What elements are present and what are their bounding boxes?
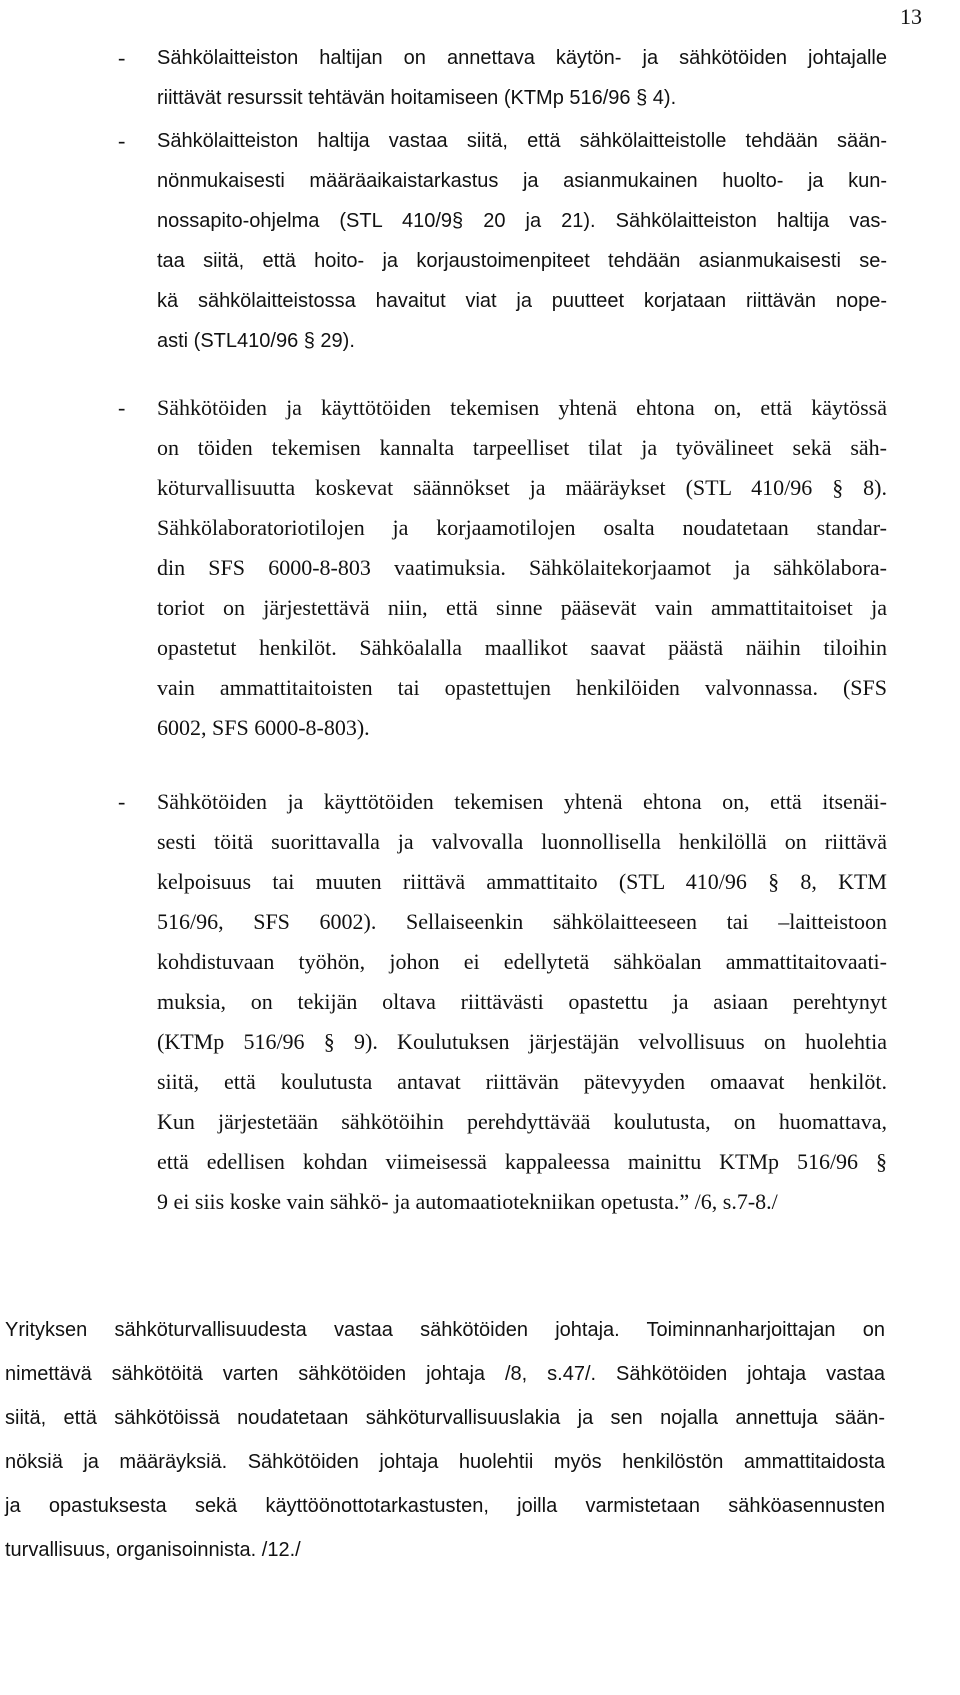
text-line: 9 ei siis koske vain sähkö- ja automaatiotekniikan opetusta.” /6, s.7-8./ <box>157 1189 778 1214</box>
text-line: turvallisuus, organisoinnista. /12./ <box>5 1539 301 1561</box>
list-marker: - <box>118 395 126 420</box>
text-line: Sähkölaboratoriotilojen ja korjaamotilojen osalta noudatetaan standar- <box>157 515 887 540</box>
list-marker: - <box>118 45 126 70</box>
page-number: 13 <box>900 4 922 29</box>
text-line: Yrityksen sähköturvallisuudesta vastaa sähkötöiden johtaja. Toiminnanharjoittajan on <box>5 1319 885 1341</box>
list-marker: - <box>118 128 126 153</box>
text-line: nönmukaisesti määräaikaistarkastus ja asianmukainen huolto- ja kun- <box>157 170 887 192</box>
text-line: että edellisen kohdan viimeisessä kappaleessa mainittu KTMp 516/96 § <box>157 1149 887 1174</box>
text-line: Kun järjestetään sähkötöihin perehdyttävää koulutusta, on huomattava, <box>157 1109 887 1134</box>
text-line: riittävät resurssit tehtävän hoitamiseen (KTMp 516/96 § 4). <box>157 87 677 109</box>
text-line: muksia, on tekijän oltava riittävästi opastettu ja asiaan perehtynyt <box>157 989 887 1014</box>
text-line: vain ammattitaitoisten tai opastettujen henkilöiden valvonnassa. (SFS <box>157 675 887 700</box>
list-marker: - <box>118 789 126 814</box>
text-line: (KTMp 516/96 § 9). Koulutuksen järjestäjän velvollisuus on huolehtia <box>157 1029 887 1054</box>
text-line: nimettävä sähkötöitä varten sähkötöiden johtaja /8, s.47/. Sähkötöiden johtaja vastaa <box>5 1363 885 1385</box>
text-line: nossapito-ohjelma (STL 410/9§ 20 ja 21). Sähkölaitteiston haltija vas- <box>157 210 887 232</box>
list-item-text <box>157 388 887 748</box>
body-paragraph <box>5 1308 885 1572</box>
text-line: Sähkölaitteiston haltija vastaa siitä, että sähkölaitteistolle tehdään sään- <box>157 130 887 152</box>
list-item-text <box>157 38 887 118</box>
text-line: siitä, että sähkötöissä noudatetaan sähköturvallisuuslakia ja sen nojalla annettuja sään- <box>5 1407 885 1429</box>
text-line: nöksiä ja määräyksiä. Sähkötöiden johtaja huolehtii myös henkilöstön ammattitaidosta <box>5 1451 885 1473</box>
text-line: opastetut henkilöt. Sähköalalla maallikot saavat päästä näihin tiloihin <box>157 635 887 660</box>
text-line: köturvallisuutta koskevat säännökset ja määräykset (STL 410/96 § 8). <box>157 475 887 500</box>
text-line: din SFS 6000-8-803 vaatimuksia. Sähkölaitekorjaamot ja sähkölabora- <box>157 555 887 580</box>
text-line: kohdistuvaan työhön, johon ei edellytetä sähköalan ammattitaitovaati- <box>157 949 887 974</box>
text-line: toriot on järjestettävä niin, että sinne pääsevät vain ammattitaitoiset ja <box>157 595 887 620</box>
text-line: on töiden tekemisen kannalta tarpeelliset tilat ja työvälineet sekä säh- <box>157 435 887 460</box>
text-line: siitä, että koulutusta antavat riittävän pätevyyden omaavat henkilöt. <box>157 1069 887 1094</box>
text-line: kä sähkölaitteistossa havaitut viat ja puutteet korjataan riittävän nope- <box>157 290 887 312</box>
text-line: Sähkölaitteiston haltijan on annettava käytön- ja sähkötöiden johtajalle <box>157 47 887 69</box>
text-line: asti (STL410/96 § 29). <box>157 330 355 352</box>
text-line: kelpoisuus tai muuten riittävä ammattitaito (STL 410/96 § 8, KTM <box>157 869 887 894</box>
text-line: Sähkötöiden ja käyttötöiden tekemisen yhtenä ehtona on, että itsenäi- <box>157 789 887 814</box>
text-line: taa siitä, että hoito- ja korjaustoimenpiteet tehdään asianmukaisesti se- <box>157 250 887 272</box>
list-item-text <box>157 121 887 361</box>
text-line: 6002, SFS 6000-8-803). <box>157 715 370 740</box>
list-item-text <box>157 782 887 1222</box>
text-line: sesti töitä suorittavalla ja valvovalla luonnollisella henkilöllä on riittävä <box>157 829 887 854</box>
text-line: ja opastuksesta sekä käyttöönottotarkastusten, joilla varmistetaan sähköasennusten <box>5 1495 885 1517</box>
text-line: Sähkötöiden ja käyttötöiden tekemisen yhtenä ehtona on, että käytössä <box>157 395 887 420</box>
text-line: 516/96, SFS 6002). Sellaiseenkin sähkölaitteeseen tai –laitteistoon <box>157 909 887 934</box>
